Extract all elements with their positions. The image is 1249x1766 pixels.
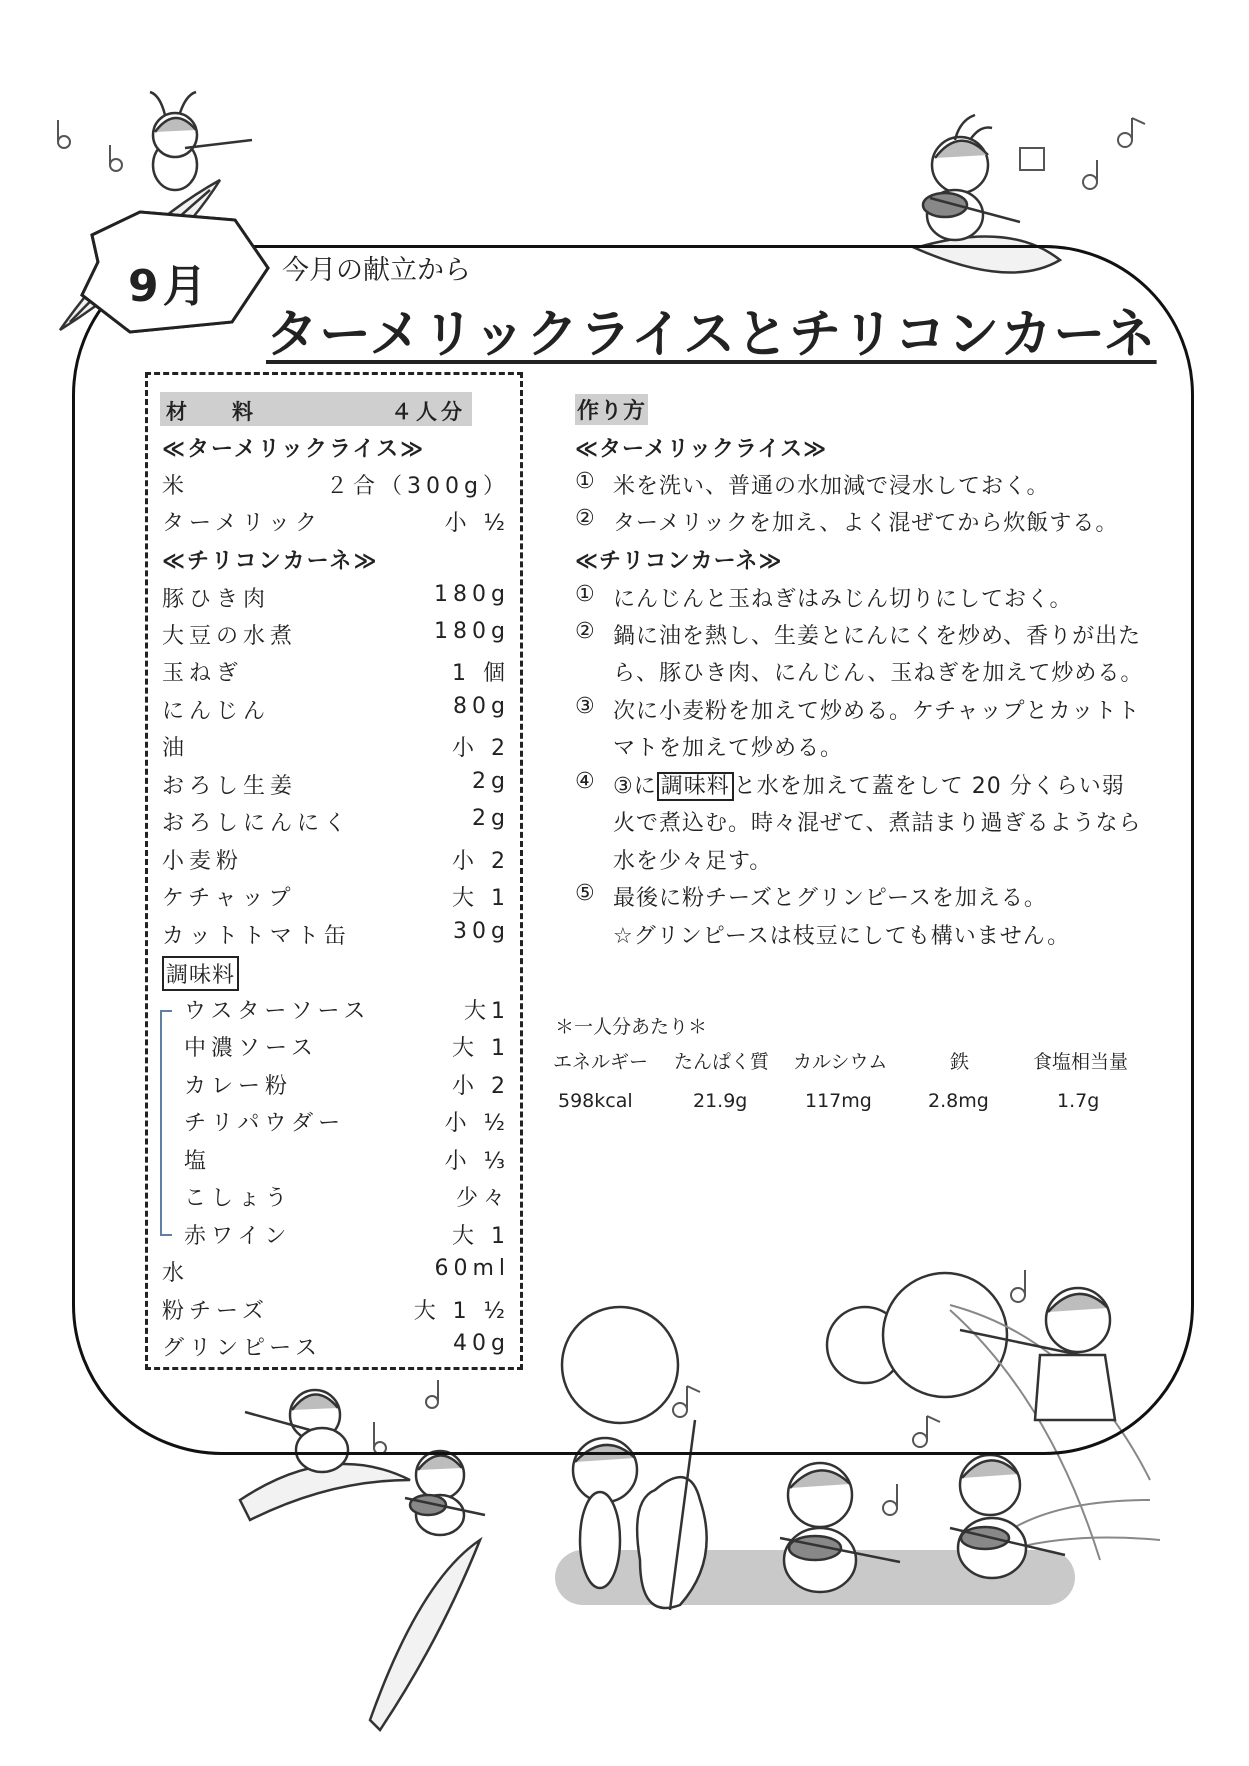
step-text: 米を洗い、普通の水加減で浸水しておく。 xyxy=(613,474,1050,499)
ingredient-qty: 2g xyxy=(472,806,510,831)
nutrition-label: カルシウム xyxy=(793,1051,888,1073)
ingredient-qty: 30g xyxy=(453,919,510,944)
step-text xyxy=(613,769,1125,800)
ingredient-name: 塩 xyxy=(184,1149,212,1174)
ingredient-row xyxy=(162,469,510,503)
ingredient-qty: ２合（300g） xyxy=(326,474,510,499)
ingredient-qty: 大1 xyxy=(464,999,510,1024)
ingredient-qty: 小 ½ xyxy=(444,511,510,536)
section-title: ≪チリコンカーネ≫ xyxy=(162,549,379,574)
step-text: 次に小麦粉を加えて炒める。ケチャップとカットト xyxy=(613,699,1141,724)
ingredient-name: ウスターソース xyxy=(184,999,371,1024)
ingredient-qty: 大 1 ½ xyxy=(413,1299,510,1324)
method-section-turmeric-rice: ≪ターメリックライス≫ xyxy=(575,437,828,462)
ingredient-qty: 大 1 xyxy=(452,886,510,911)
step-text: 火で煮込む。時々混ぜて、煮詰まり過ぎるようなら xyxy=(613,811,1142,836)
ingredient-name: ケチャップ xyxy=(162,886,296,911)
ingredient-row xyxy=(162,1256,510,1290)
seasoning-row xyxy=(162,1106,510,1140)
ingredient-row xyxy=(162,769,510,803)
method-note: ☆グリンピースは枝豆にしても構いません。 xyxy=(613,924,1071,949)
ingredient-row xyxy=(162,582,510,616)
ingredient-name: 粉チーズ xyxy=(162,1299,269,1324)
nutrition-value: 21.9g xyxy=(693,1090,748,1112)
seasoning-ref: 調味料 xyxy=(657,772,734,801)
ingredient-row xyxy=(162,619,510,653)
nutrition-label: エネルギー xyxy=(553,1051,649,1073)
ingredient-name: 豚ひき肉 xyxy=(162,587,271,612)
ingredient-name: チリパウダー xyxy=(184,1111,346,1136)
ingredient-name: 大豆の水煮 xyxy=(162,624,298,649)
ingredients-section-turmeric-rice xyxy=(162,432,510,466)
method-section-chili: ≪チリコンカーネ≫ xyxy=(575,549,783,574)
ingredient-row xyxy=(162,731,510,765)
ingredient-name: 油 xyxy=(162,736,190,761)
step-number: ① xyxy=(575,469,595,494)
seasoning-row xyxy=(162,1219,510,1253)
ingredient-qty: 60ml xyxy=(434,1256,510,1281)
ingredient-name: おろしにんにく xyxy=(162,811,352,836)
step-text: ターメリックを加え、よく混ぜてから炊飯する。 xyxy=(613,511,1119,536)
ingredient-qty: 1 個 xyxy=(452,661,510,686)
seasoning-row xyxy=(162,994,510,1028)
nutrition-heading: ＊一人分あたり＊ xyxy=(555,1016,708,1038)
step-text-part: ③に xyxy=(613,774,657,799)
ingredient-qty: 40g xyxy=(453,1331,510,1356)
ingredient-name: 小麦粉 xyxy=(162,849,244,874)
step-text: 鍋に油を熱し、生姜とにんにくを炒め、香りが出た xyxy=(613,624,1142,649)
seasoning-label: 調味料 xyxy=(162,956,239,991)
ingredient-row xyxy=(162,656,510,690)
ingredient-qty: 180g xyxy=(434,619,510,644)
ingredient-row xyxy=(162,919,510,953)
step-text: 最後に粉チーズとグリンピースを加える。 xyxy=(613,886,1047,911)
step-text: ら、豚ひき肉、にんじん、玉ねぎを加えて炒める。 xyxy=(613,661,1144,686)
ingredient-name: 水 xyxy=(162,1261,190,1286)
nutrition-value: 2.8mg xyxy=(928,1090,989,1112)
step-number: ② xyxy=(575,506,595,531)
seasoning-row xyxy=(162,1069,510,1103)
ingredient-qty: 小 ⅓ xyxy=(444,1149,510,1174)
method-heading: 作り方 xyxy=(575,394,648,425)
ingredient-name: 中濃ソース xyxy=(184,1036,318,1061)
month-label: 9月 xyxy=(128,261,211,312)
ingredient-qty: 180g xyxy=(434,582,510,607)
ingredient-qty: 小 2 xyxy=(452,1074,510,1099)
step-text: 水を少々足す。 xyxy=(613,849,773,874)
ingredient-row xyxy=(162,844,510,878)
ingredient-row xyxy=(162,1294,510,1328)
music-notes-top-right-icon xyxy=(1020,118,1145,189)
ingredient-name: 米 xyxy=(162,474,190,499)
nutrition-value: 117mg xyxy=(805,1090,872,1112)
ingredient-name: にんじん xyxy=(162,699,271,724)
ingredients-header-servings: ４人分 xyxy=(391,400,466,424)
nutrition-label: 食塩相当量 xyxy=(1033,1051,1129,1073)
ingredient-row xyxy=(162,506,510,540)
step-number: ⑤ xyxy=(575,881,595,906)
ingredient-qty: 2g xyxy=(472,769,510,794)
ingredient-qty: 小 2 xyxy=(452,736,510,761)
seasoning-label-row xyxy=(162,956,510,990)
nutrition-label: 鉄 xyxy=(950,1051,970,1073)
step-number: ④ xyxy=(575,769,595,794)
step-number: ① xyxy=(575,582,595,607)
ingredient-row xyxy=(162,694,510,728)
seasoning-row xyxy=(162,1181,510,1215)
step-text-part: と水を加えて蓋をして 20 分くらい弱 xyxy=(733,774,1125,799)
subtitle: 今月の献立から xyxy=(282,255,471,286)
step-text: マトを加えて炒める。 xyxy=(613,736,844,761)
step-number: ② xyxy=(575,619,595,644)
cricket-violin-bottom-left-icon xyxy=(370,1451,485,1730)
ingredient-name: おろし生姜 xyxy=(162,774,298,799)
seasoning-row xyxy=(162,1031,510,1065)
step-text: にんじんと玉ねぎはみじん切りにしておく。 xyxy=(613,587,1073,612)
ingredient-name: カットトマト缶 xyxy=(162,924,351,949)
ingredient-name: 赤ワイン xyxy=(184,1224,292,1249)
ingredient-row xyxy=(162,881,510,915)
ingredient-qty: 大 1 xyxy=(452,1036,510,1061)
ingredient-name: ターメリック xyxy=(162,511,323,536)
ingredient-name: グリンピース xyxy=(162,1336,323,1361)
seasoning-row xyxy=(162,1144,510,1178)
ingredients-header-label: 材 料 xyxy=(166,400,265,424)
ingredients-section-chili xyxy=(162,544,510,578)
ingredient-qty: 80g xyxy=(453,694,510,719)
nutrition-value: 598kcal xyxy=(558,1090,633,1112)
step-number: ③ xyxy=(575,694,595,719)
ingredients-header xyxy=(160,392,472,426)
ingredient-qty: 小 2 xyxy=(452,849,510,874)
ingredient-name: こしょう xyxy=(184,1186,293,1211)
ingredient-qty: 少々 xyxy=(455,1186,510,1211)
nutrition-label: たんぱく質 xyxy=(674,1051,770,1073)
section-title: ≪ターメリックライス≫ xyxy=(162,437,426,462)
ingredient-row xyxy=(162,806,510,840)
ingredient-qty: 小 ½ xyxy=(444,1111,510,1136)
ingredient-name: 玉ねぎ xyxy=(162,661,244,686)
nutrition-value: 1.7g xyxy=(1057,1090,1100,1112)
ingredient-row xyxy=(162,1331,510,1365)
ingredient-qty: 大 1 xyxy=(452,1224,510,1249)
page-title: ターメリックライスとチリコンカーネ xyxy=(266,305,1157,365)
ingredient-name: カレー粉 xyxy=(184,1074,293,1099)
